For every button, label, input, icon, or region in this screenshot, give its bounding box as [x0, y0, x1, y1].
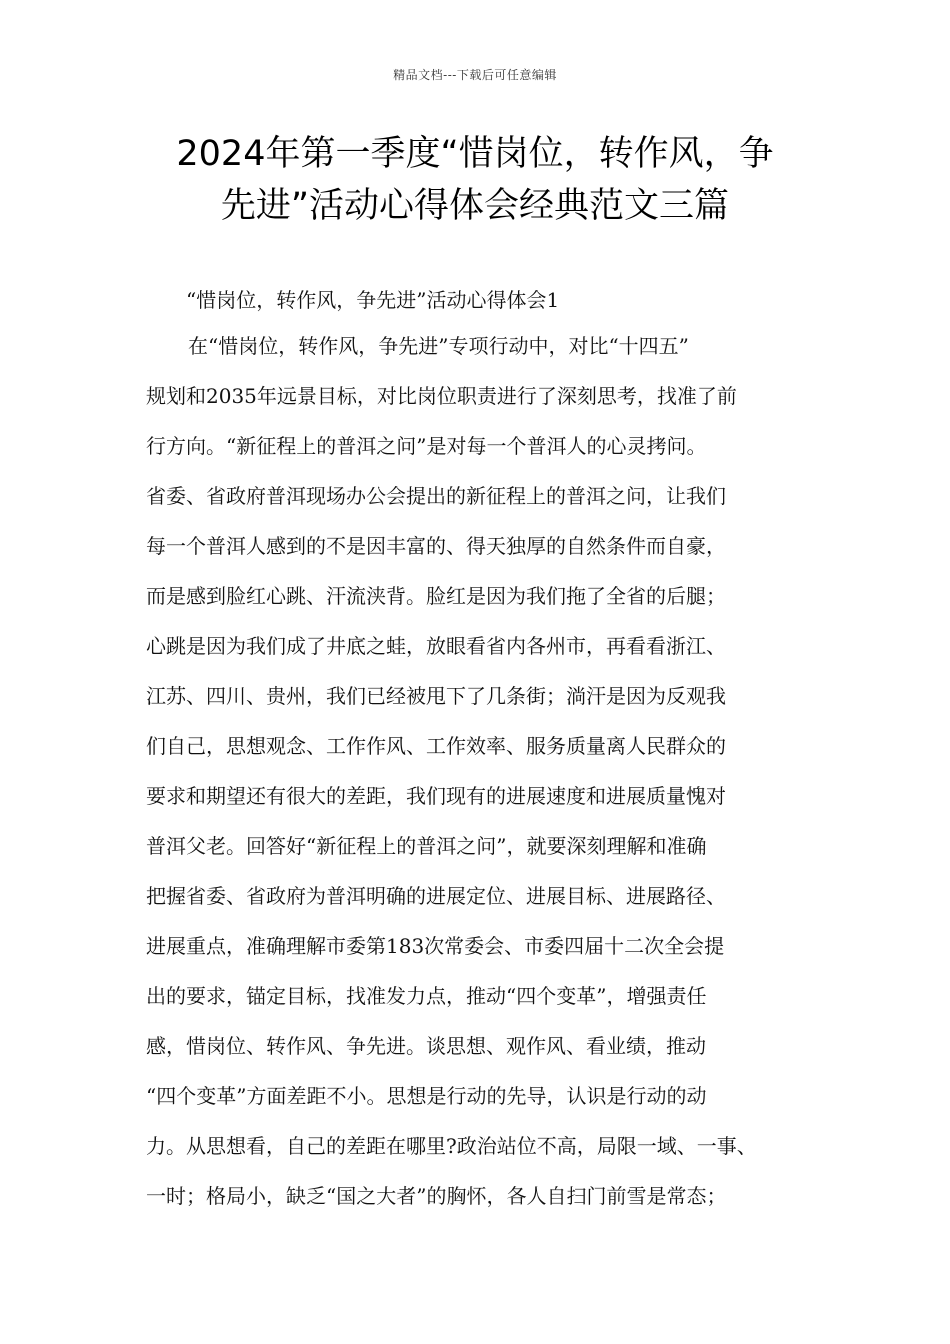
section-heading: “惜岗位，转作风，争先进”活动心得体会1: [186, 288, 560, 312]
body-line: 在“惜岗位，转作风，争先进”专项行动中，对比“十四五”: [188, 334, 689, 358]
body-line: 一时；格局小，缺乏“国之大者”的胸怀，各人自扫门前雪是常态；: [146, 1184, 727, 1208]
body-line: 出的要求，锚定目标，找准发力点，推动“四个变革”，增强责任: [146, 984, 707, 1008]
body-line: 力。从思想看，自己的差距在哪里?政治站位不高，局限一域、一事、: [146, 1134, 757, 1158]
body-line: 们自己，思想观念、工作作风、工作效率、服务质量离人民群众的: [146, 734, 726, 758]
document-body: [146, 282, 826, 1228]
body-line: 要求和期望还有很大的差距，我们现有的进展速度和进展质量愧对: [146, 784, 726, 808]
body-line: 行方向。“新征程上的普洱之问”是对每一个普洱人的心灵拷问。: [146, 434, 707, 458]
body-line: 省委、省政府普洱现场办公会提出的新征程上的普洱之问，让我们: [146, 484, 726, 508]
body-line: 进展重点，准确理解市委第183次常委会、市委四届十二次全会提: [146, 934, 725, 958]
document-title: [120, 128, 830, 232]
body-line: 把握省委、省政府为普洱明确的进展定位、进展目标、进展路径、: [146, 884, 726, 908]
body-line: 规划和2035年远景目标，对比岗位职责进行了深刻思考，找准了前: [146, 384, 737, 408]
body-line: 江苏、四川、贵州，我们已经被甩下了几条街；淌汗是因为反观我: [146, 684, 726, 708]
title-line-1: 2024年第一季度“惜岗位，转作风，争: [176, 134, 774, 174]
body-line: 普洱父老。回答好“新征程上的普洱之问”，就要深刻理解和准确: [146, 834, 707, 858]
body-line: 而是感到脸红心跳、汗流浃背。脸红是因为我们拖了全省的后腿；: [146, 584, 726, 608]
body-line: 心跳是因为我们成了井底之蛙，放眼看省内各州市，再看看浙江、: [146, 634, 726, 658]
body-line: 每一个普洱人感到的不是因丰富的、得天独厚的自然条件而自豪，: [146, 534, 726, 558]
header-note: 精品文档---下载后可任意编辑: [393, 68, 557, 82]
body-line: “四个变革”方面差距不小。思想是行动的先导，认识是行动的动: [146, 1084, 707, 1108]
title-line-2: 先进”活动心得体会经典范文三篇: [220, 186, 730, 226]
body-line: 感，惜岗位、转作风、争先进。谈思想、观作风、看业绩，推动: [146, 1034, 706, 1058]
